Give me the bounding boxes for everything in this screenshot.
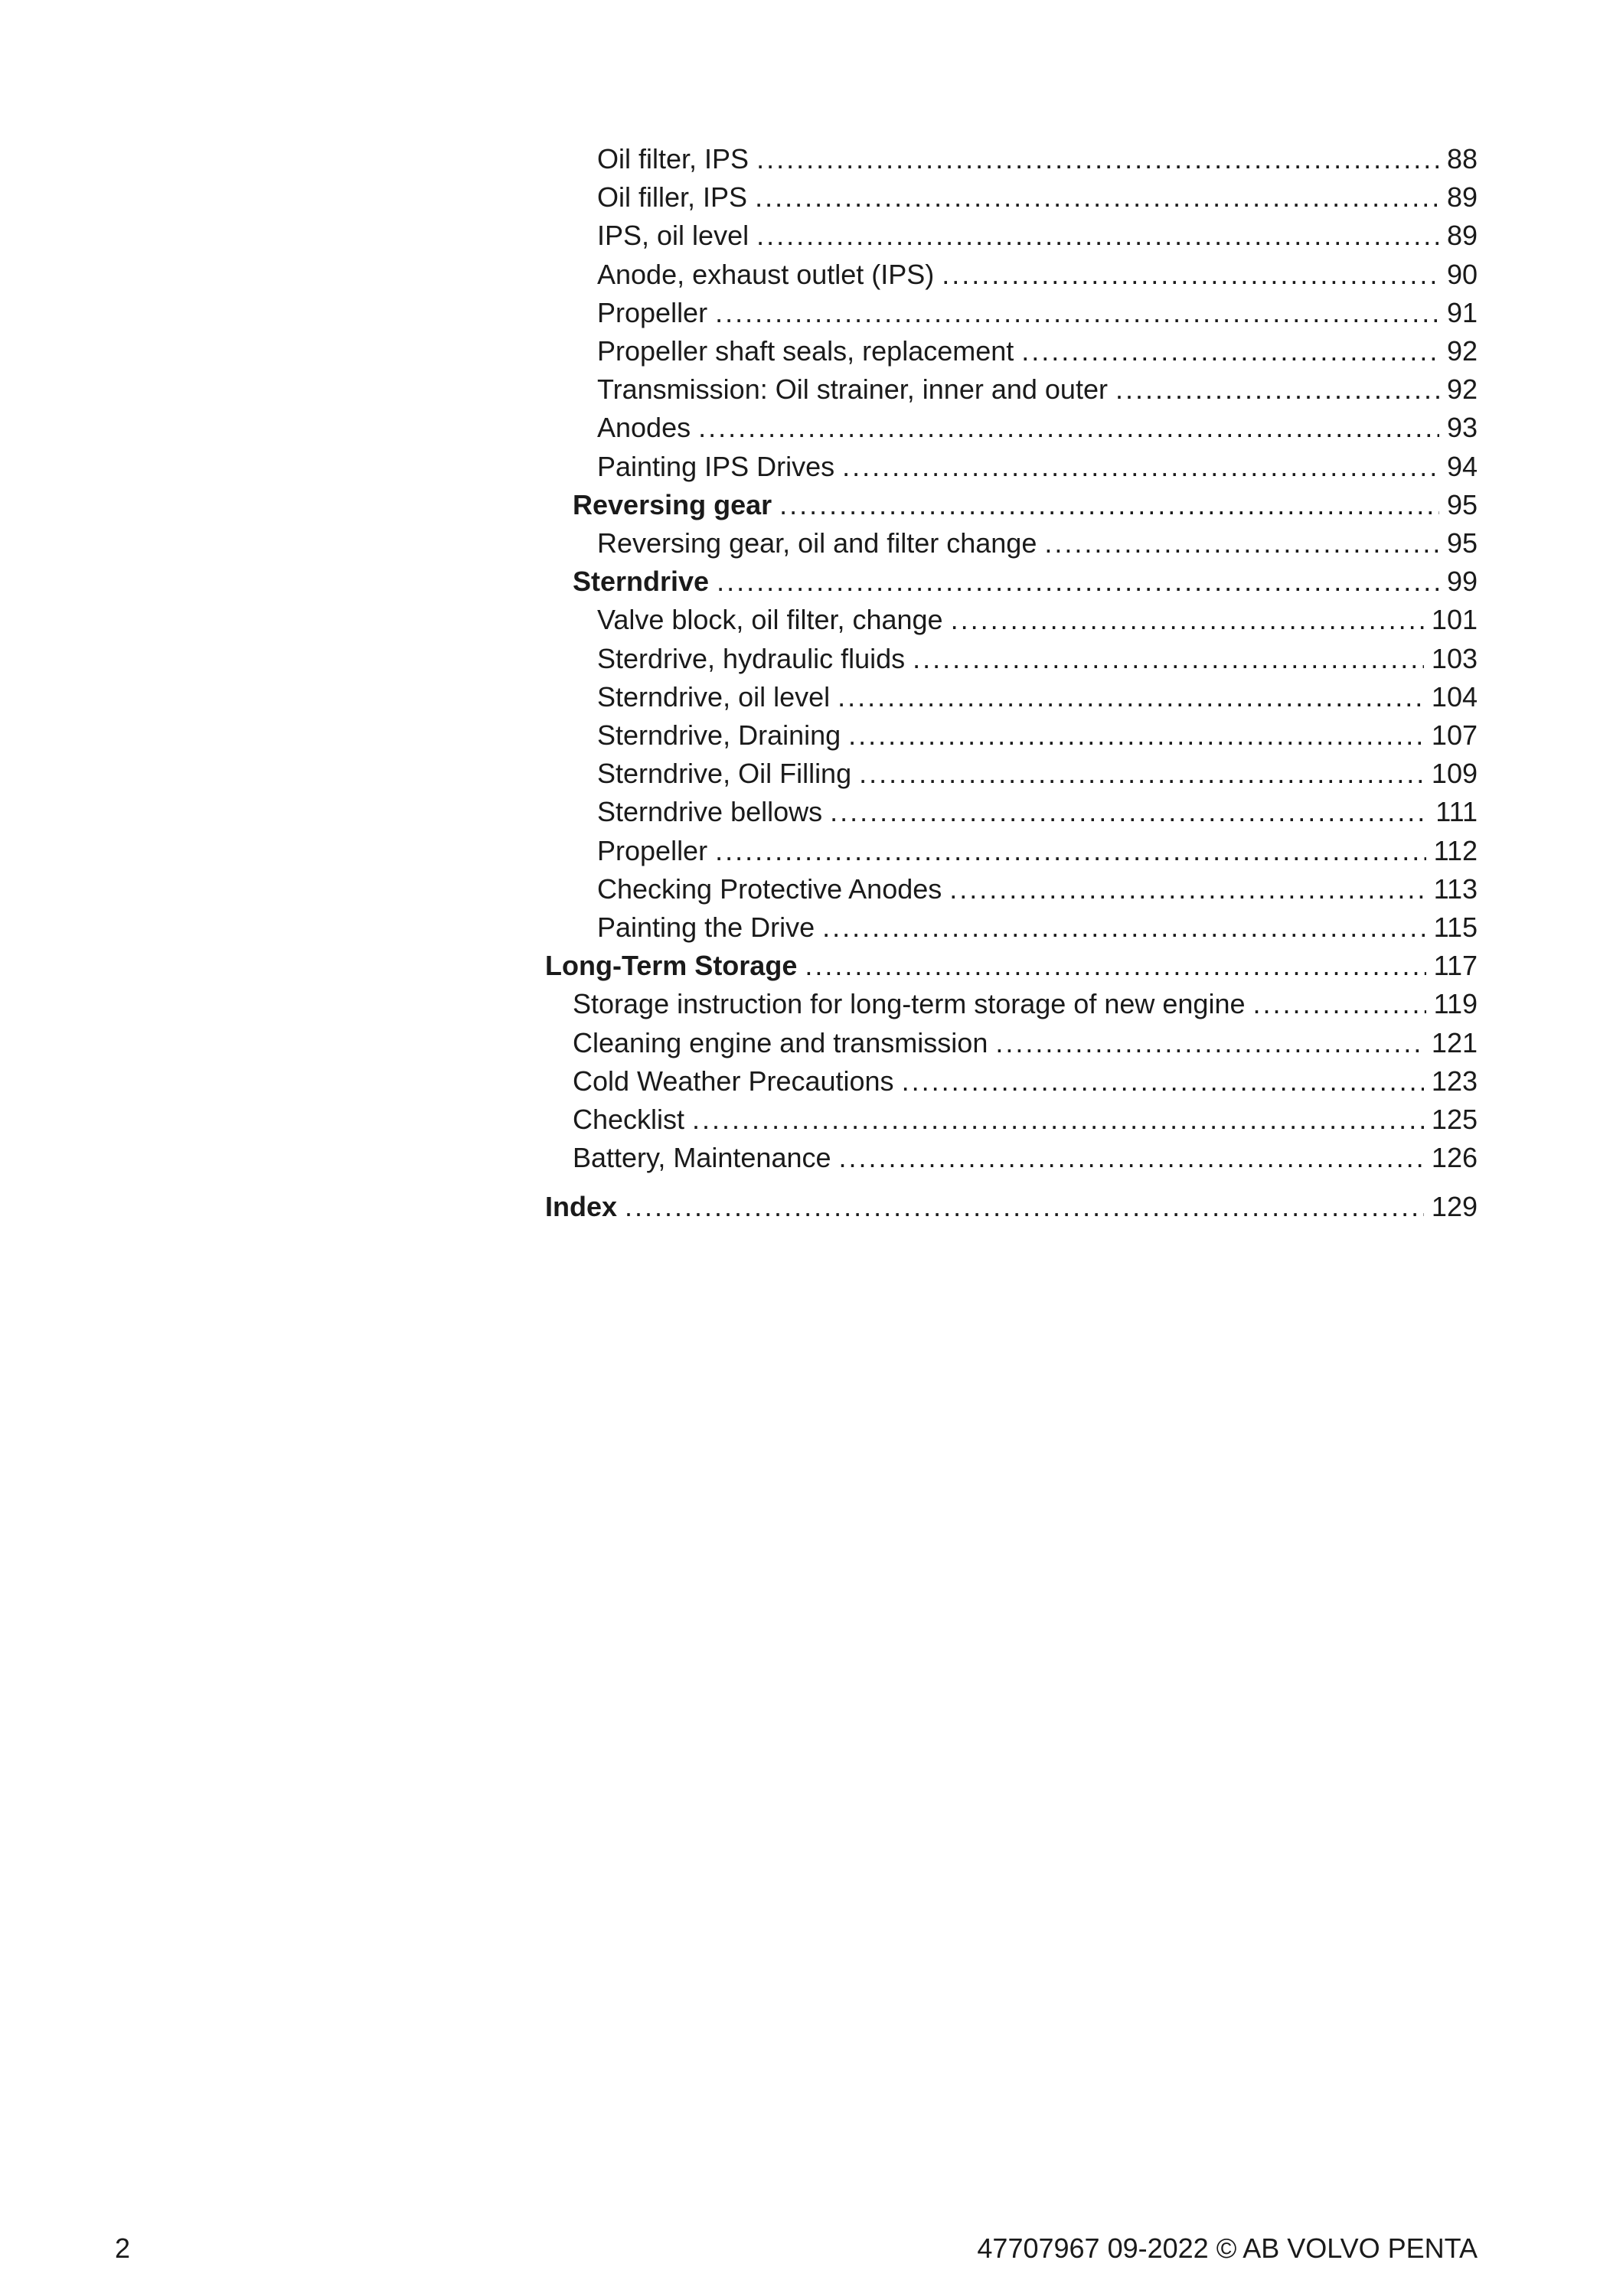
toc-entry[interactable] (597, 797, 1478, 827)
toc-entry[interactable] (597, 528, 1478, 559)
toc-entry-page: 94 (1446, 451, 1478, 482)
toc-leader-dots (830, 797, 1428, 827)
toc-entry-label: Anode, exhaust outlet (IPS) (597, 259, 935, 290)
toc-entry[interactable] (597, 758, 1478, 789)
toc-leader-dots (1044, 528, 1439, 559)
toc-entry-page: 109 (1431, 758, 1478, 790)
toc-entry-label: Sterdrive, hydraulic fluids (597, 643, 906, 674)
toc-leader-dots (692, 1104, 1424, 1135)
toc-entry-label: Propeller shaft seals, replacement (597, 336, 1014, 367)
toc-leader-dots (717, 566, 1439, 597)
toc-entry-page: 126 (1431, 1143, 1478, 1174)
toc-entry[interactable] (597, 836, 1478, 866)
toc-entry[interactable] (597, 144, 1478, 174)
toc-leader-dots (625, 1192, 1424, 1222)
toc-entry-page: 101 (1431, 605, 1478, 636)
toc-entry[interactable] (597, 720, 1478, 751)
toc-leader-dots (838, 682, 1424, 713)
toc-leader-dots (698, 413, 1439, 443)
toc-leader-dots (755, 182, 1439, 213)
toc-entry-page: 129 (1431, 1192, 1478, 1223)
toc-entry-page: 117 (1433, 951, 1478, 982)
toc-entry[interactable] (597, 374, 1478, 405)
page-number: 2 (115, 2232, 131, 2264)
toc-entry[interactable] (597, 644, 1478, 674)
toc-entry-page: 92 (1446, 374, 1478, 406)
toc-leader-dots (942, 259, 1439, 290)
toc-entry-label: Checking Protective Anodes (597, 873, 942, 905)
toc-entry[interactable] (545, 951, 1478, 981)
toc-leader-dots (715, 298, 1439, 328)
toc-entry[interactable] (597, 259, 1478, 290)
toc-entry-page: 121 (1431, 1027, 1478, 1058)
toc-entry[interactable] (573, 989, 1478, 1019)
toc-leader-dots (1115, 374, 1439, 405)
toc-entry[interactable] (597, 912, 1478, 943)
toc-entry-label: Sterndrive bellows (597, 797, 823, 828)
toc-entry-page: 119 (1433, 989, 1478, 1020)
toc-entry-page: 93 (1446, 413, 1478, 444)
toc-entry-label: Oil filler, IPS (597, 182, 748, 214)
toc-entry-page: 99 (1446, 566, 1478, 598)
toc-entry[interactable] (573, 566, 1478, 597)
toc-leader-dots (1021, 336, 1439, 367)
toc-entry[interactable] (573, 1143, 1478, 1173)
toc-entry-page: 91 (1446, 297, 1478, 328)
toc-entry-page: 89 (1446, 220, 1478, 252)
toc-entry-label: Transmission: Oil strainer, inner and outer (597, 374, 1108, 406)
toc-entry-label: Storage instruction for long-term storage of new engine (573, 989, 1246, 1020)
toc-leader-dots (951, 605, 1424, 635)
toc-entry-label: Long-Term Storage (545, 951, 798, 982)
toc-entry-page: 115 (1433, 912, 1478, 943)
toc-leader-dots (949, 874, 1425, 905)
toc-entry-label: Battery, Maintenance (573, 1143, 831, 1174)
toc-entry-label: Reversing gear, oil and filter change (597, 528, 1037, 559)
toc-entry[interactable] (573, 490, 1478, 520)
toc-leader-dots (859, 758, 1424, 789)
toc-entry-label: Sterndrive, Oil Filling (597, 758, 852, 790)
toc-entry[interactable] (597, 874, 1478, 905)
toc-entry[interactable] (597, 336, 1478, 367)
toc-entry-page: 90 (1446, 259, 1478, 290)
toc-entry-page: 92 (1446, 336, 1478, 367)
toc-entry-label: Anodes (597, 413, 691, 444)
toc-entry-page: 103 (1431, 643, 1478, 674)
toc-entry-page: 125 (1431, 1104, 1478, 1135)
toc-entry-label: Painting the Drive (597, 912, 815, 943)
toc-entry-page: 89 (1446, 182, 1478, 214)
toc-entry-label: Index (545, 1192, 618, 1223)
toc-entry[interactable] (597, 182, 1478, 213)
toc-leader-dots (839, 1143, 1424, 1173)
toc-entry-label: Oil filter, IPS (597, 144, 749, 174)
toc-entry[interactable] (597, 452, 1478, 482)
toc-entry-label: Sterndrive (573, 566, 710, 598)
toc-entry-label: Propeller (597, 297, 708, 328)
toc-entry-label: Checklist (573, 1104, 685, 1135)
toc-leader-dots (715, 836, 1426, 866)
toc-entry-page: 112 (1433, 835, 1478, 866)
toc-leader-dots (842, 452, 1439, 482)
toc-entry[interactable] (573, 1104, 1478, 1135)
toc-entry-label: Cold Weather Precautions (573, 1065, 894, 1097)
toc-leader-dots (805, 951, 1425, 981)
toc-leader-dots (1252, 989, 1425, 1019)
toc-leader-dots (913, 644, 1424, 674)
toc-leader-dots (848, 720, 1424, 751)
toc-entry-label: Cleaning engine and transmission (573, 1027, 988, 1058)
toc-leader-dots (902, 1066, 1424, 1097)
toc-entry-page: 113 (1433, 873, 1478, 905)
document-info: 47707967 09-2022 © AB VOLVO PENTA (977, 2232, 1478, 2264)
toc-entry[interactable] (573, 1066, 1478, 1097)
toc-entry-label: IPS, oil level (597, 220, 749, 252)
toc-entry-page: 95 (1446, 528, 1478, 559)
toc-entry[interactable] (597, 605, 1478, 635)
toc-entry-label: Painting IPS Drives (597, 451, 835, 482)
toc-entry[interactable] (573, 1028, 1478, 1058)
toc-entry-page: 111 (1435, 797, 1478, 828)
toc-entry[interactable] (597, 220, 1478, 251)
table-of-contents (0, 144, 1623, 1292)
toc-leader-dots (822, 912, 1425, 943)
toc-leader-dots (756, 144, 1439, 174)
toc-leader-dots (779, 490, 1439, 520)
toc-entry-label: Sterndrive, Draining (597, 720, 841, 751)
toc-entry-label: Valve block, oil filter, change (597, 605, 943, 636)
toc-entry[interactable] (597, 298, 1478, 328)
toc-entry[interactable] (545, 1192, 1478, 1222)
toc-entry-page: 104 (1431, 681, 1478, 713)
toc-entry[interactable] (597, 682, 1478, 713)
toc-entry-page: 95 (1446, 489, 1478, 520)
toc-leader-dots (995, 1028, 1424, 1058)
toc-entry-page: 88 (1446, 144, 1478, 174)
toc-entry-page: 123 (1431, 1065, 1478, 1097)
toc-entry[interactable] (597, 413, 1478, 443)
toc-entry-label: Propeller (597, 835, 708, 866)
toc-entry-label: Reversing gear (573, 489, 772, 520)
toc-entry-label: Sterndrive, oil level (597, 681, 831, 713)
toc-leader-dots (756, 220, 1439, 251)
toc-entry-page: 107 (1431, 720, 1478, 751)
